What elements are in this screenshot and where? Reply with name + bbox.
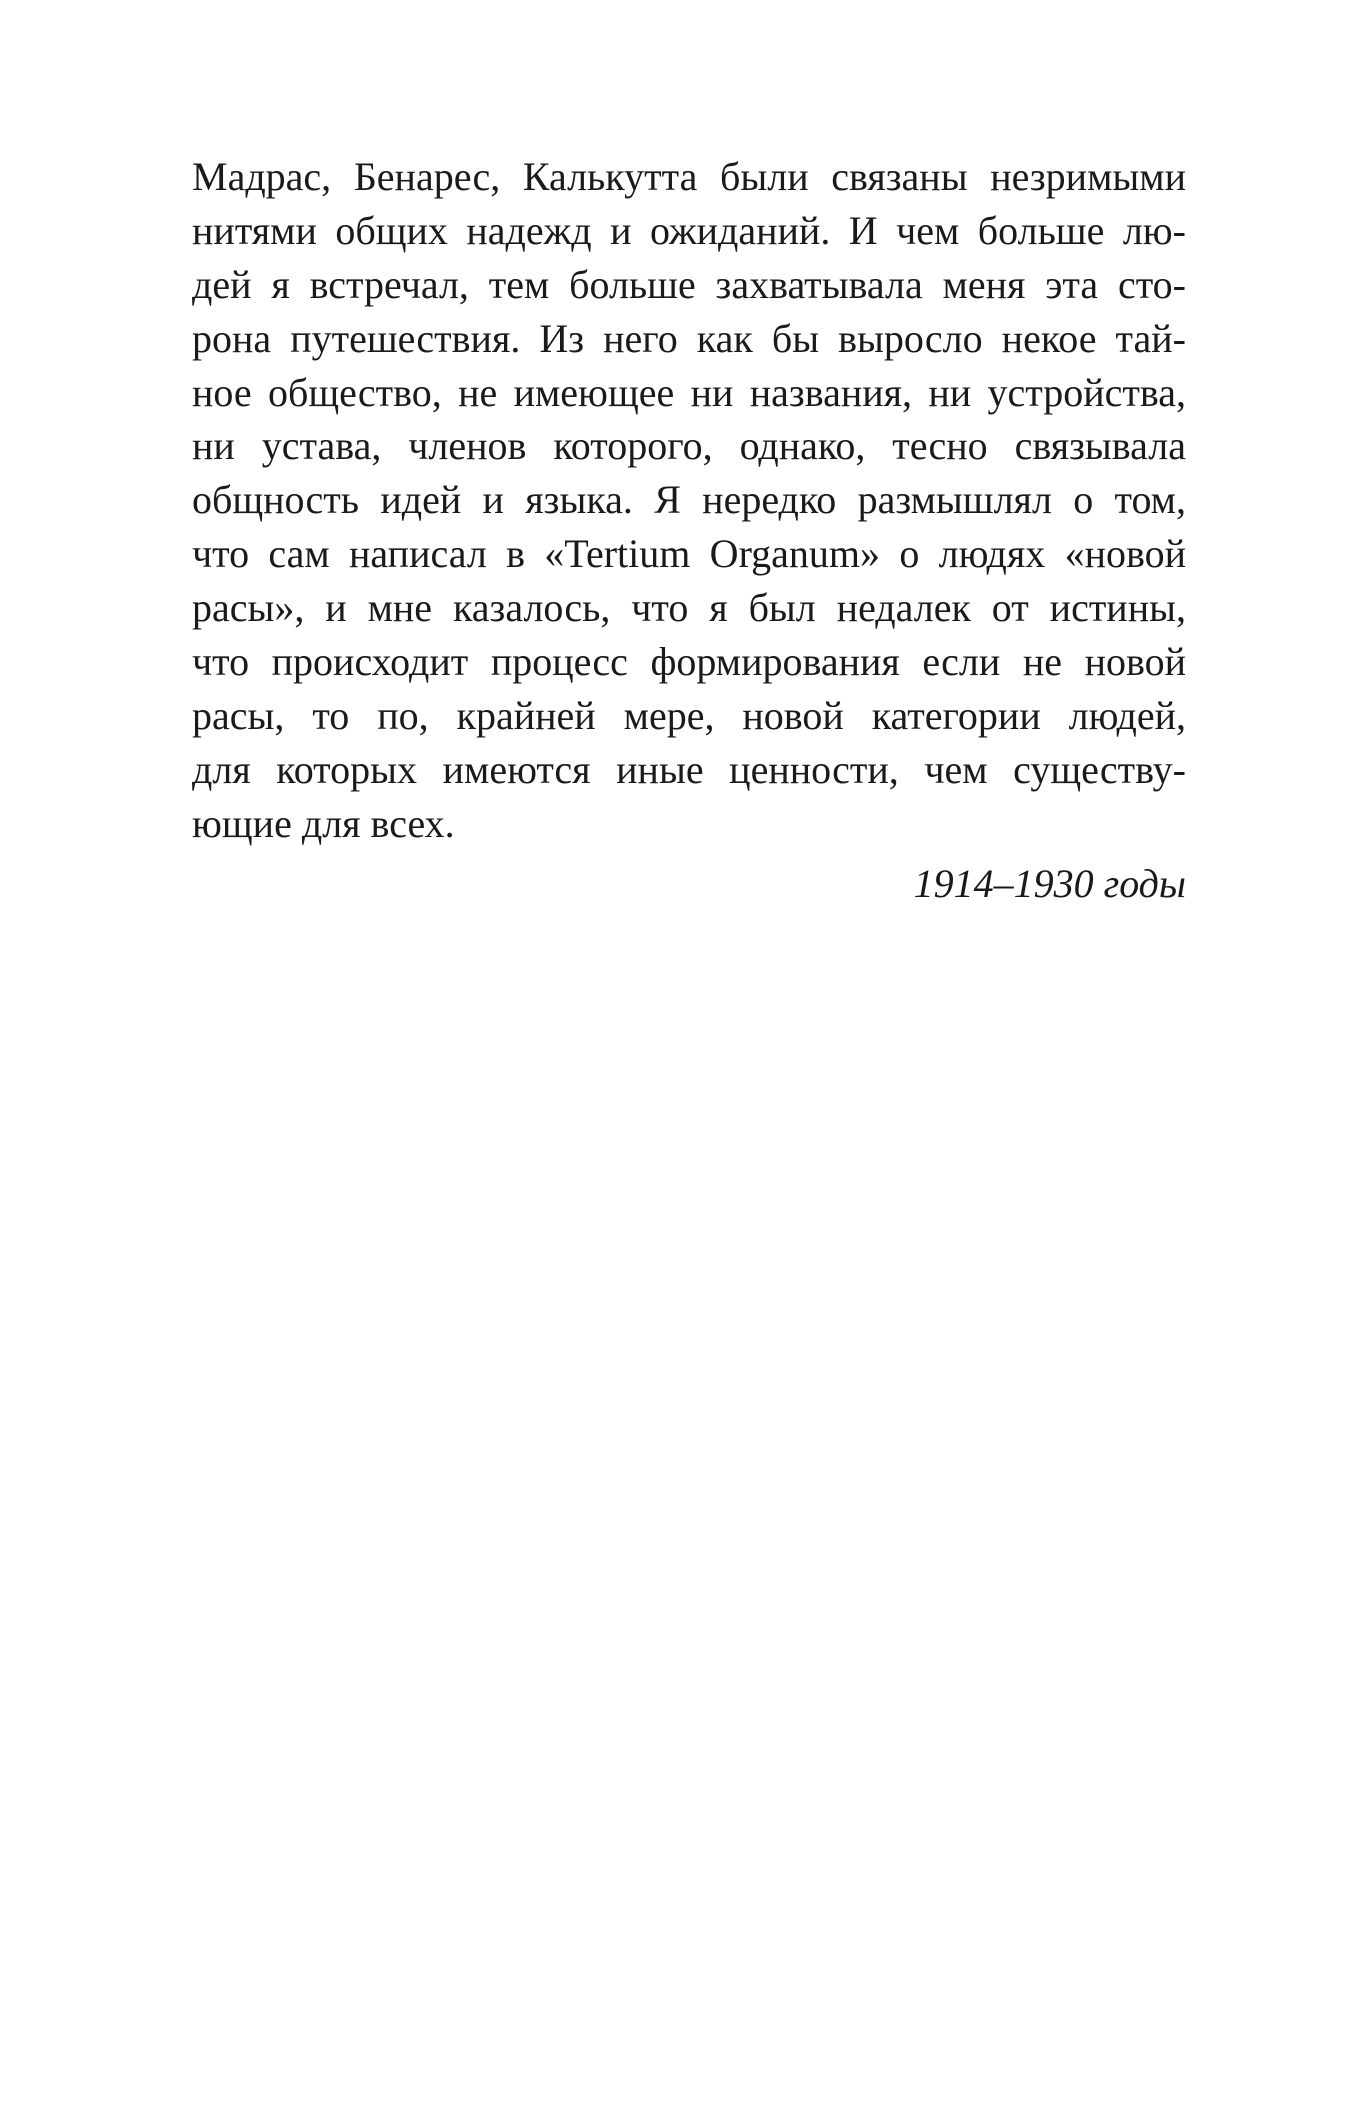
text-line: что происходит процесс формирования если не новой [192, 639, 1186, 685]
text-line: дей я встречал, тем больше захватывала меня эта сто- [192, 261, 1186, 307]
text-line: расы», и мне казалось, что я был недалек от истины, [192, 585, 1186, 631]
text-line: ни устава, членов которого, однако, тесно связывала [192, 423, 1186, 469]
dateline: 1914–1930 годы [913, 860, 1186, 906]
text-line: что сам написал в «Tertium Organum» о людях «новой [192, 531, 1186, 577]
text-line: ное общество, не имеющее ни названия, ни устройства, [192, 369, 1186, 415]
text-line: для которых имеются иные ценности, чем существу- [192, 746, 1186, 792]
text-line: нитями общих надежд и ожиданий. И чем больше лю- [192, 207, 1186, 253]
text-line: рона путешествия. Из него как бы выросло некое тай- [192, 315, 1186, 361]
text-line: общность идей и языка. Я нередко размышлял о том, [192, 477, 1186, 523]
text-line: Мадрас, Бенарес, Калькутта были связаны незримыми [192, 154, 1186, 199]
text-line: ющие для всех. [192, 800, 455, 846]
text-line: расы, то по, крайней мере, новой категории людей, [192, 692, 1186, 738]
body-text [192, 150, 1186, 910]
